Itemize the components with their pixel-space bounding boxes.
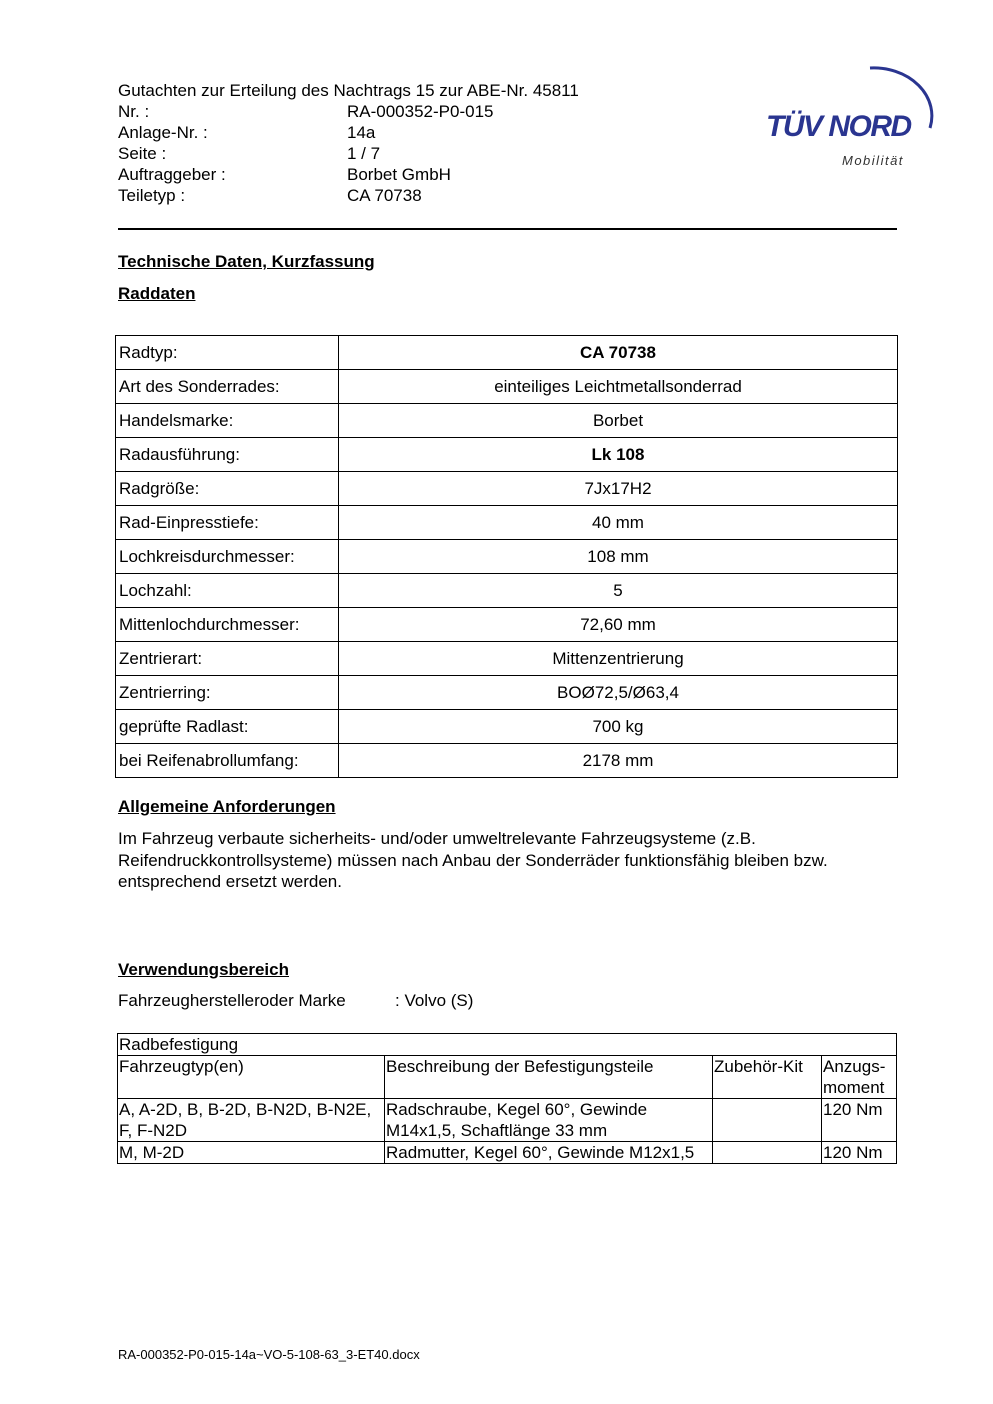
field-value: 1 / 7 bbox=[347, 144, 381, 163]
section-heading-allgemein: Allgemeine Anforderungen bbox=[118, 797, 336, 816]
table-header-row bbox=[118, 1056, 897, 1099]
table-row bbox=[116, 438, 898, 472]
header-field-auftraggeber bbox=[118, 164, 738, 185]
table-cell bbox=[713, 1142, 822, 1164]
row-label: Zentrierring: bbox=[116, 676, 339, 710]
row-label: Lochkreisdurchmesser: bbox=[116, 540, 339, 574]
field-label: Seite : bbox=[118, 144, 167, 163]
footer-filename: RA-000352-P0-015-14a~VO-5-108-63_3-ET40.docx bbox=[118, 1347, 420, 1362]
row-label: Art des Sonderrades: bbox=[116, 370, 339, 404]
row-label: Zentrierart: bbox=[116, 642, 339, 676]
table-title: Radbefestigung bbox=[118, 1034, 897, 1056]
field-value: RA-000352-P0-015 bbox=[347, 102, 494, 121]
row-label: bei Reifenabrollumfang: bbox=[116, 744, 339, 778]
row-label: Radausführung: bbox=[116, 438, 339, 472]
section-heading-verwendung: Verwendungsbereich bbox=[118, 960, 289, 979]
row-label: Lochzahl: bbox=[116, 574, 339, 608]
header-field-anlage bbox=[118, 122, 738, 143]
logo-sub-text: Mobilität bbox=[842, 153, 904, 168]
row-value: 72,60 mm bbox=[339, 608, 898, 642]
verwendung-value: : Volvo (S) bbox=[395, 991, 474, 1010]
table-row bbox=[116, 540, 898, 574]
column-header: Beschreibung der Befestigungsteile bbox=[385, 1056, 713, 1099]
row-value: 700 kg bbox=[339, 710, 898, 744]
row-label: Radgröße: bbox=[116, 472, 339, 506]
table-row bbox=[116, 744, 898, 778]
table-cell: M, M-2D bbox=[118, 1142, 385, 1164]
document-title: Gutachten zur Erteilung des Nachtrags 15 zur ABE-Nr. 45811 bbox=[118, 81, 579, 100]
column-header: Fahrzeugtyp(en) bbox=[118, 1056, 385, 1099]
column-header: Zubehör-Kit bbox=[713, 1056, 822, 1099]
table-row bbox=[116, 608, 898, 642]
row-value: 40 mm bbox=[339, 506, 898, 540]
row-value: Mittenzentrierung bbox=[339, 642, 898, 676]
table-row bbox=[116, 574, 898, 608]
table-cell: A, A-2D, B, B-2D, B-N2D, B-N2E, F, F-N2D bbox=[118, 1099, 385, 1142]
row-value: 7Jx17H2 bbox=[339, 472, 898, 506]
table-cell: Radmutter, Kegel 60°, Gewinde M12x1,5 bbox=[385, 1142, 713, 1164]
header-field-nr bbox=[118, 101, 738, 122]
row-value: einteiliges Leichtmetallsonderrad bbox=[339, 370, 898, 404]
row-value: 2178 mm bbox=[339, 744, 898, 778]
field-value: CA 70738 bbox=[347, 186, 422, 205]
allgemein-paragraph: Im Fahrzeug verbaute sicherheits- und/oder umweltrelevante Fahrzeugsysteme (z.B. Reifendruckkontrollsysteme) müssen nach Anbau der Sonderräder funktionsfähig bleiben bzw. entsprechend ersetzt werden. bbox=[118, 829, 828, 891]
table-row bbox=[116, 472, 898, 506]
field-label: Teiletyp : bbox=[118, 186, 186, 205]
table-cell bbox=[713, 1099, 822, 1142]
table-cell: Radschraube, Kegel 60°, Gewinde M14x1,5, Schaftlänge 33 mm bbox=[385, 1099, 713, 1142]
row-label: geprüfte Radlast: bbox=[116, 710, 339, 744]
header-divider bbox=[118, 228, 897, 230]
verwendung-line bbox=[118, 991, 473, 1011]
row-label: Handelsmarke: bbox=[116, 404, 339, 438]
tuv-nord-logo bbox=[760, 56, 950, 176]
field-label: Anlage-Nr. : bbox=[118, 123, 208, 142]
logo-brand-text: TÜV NORD bbox=[766, 110, 911, 143]
section-heading-raddaten: Raddaten bbox=[118, 284, 196, 303]
row-label: Mittenlochdurchmesser: bbox=[116, 608, 339, 642]
field-label: Nr. : bbox=[118, 102, 150, 121]
radbefestigung-table bbox=[117, 1033, 897, 1164]
row-value: Lk 108 bbox=[339, 438, 898, 472]
raddaten-table bbox=[115, 335, 898, 778]
row-value: BOØ72,5/Ø63,4 bbox=[339, 676, 898, 710]
table-row bbox=[116, 370, 898, 404]
table-row bbox=[116, 642, 898, 676]
table-cell: 120 Nm bbox=[822, 1142, 897, 1164]
row-value: Borbet bbox=[339, 404, 898, 438]
document-header bbox=[118, 80, 738, 206]
table-row bbox=[118, 1099, 897, 1142]
row-label: Radtyp: bbox=[116, 336, 339, 370]
header-field-teiletyp bbox=[118, 185, 738, 206]
table-row bbox=[116, 336, 898, 370]
column-header: Anzugs-moment bbox=[822, 1056, 897, 1099]
table-row bbox=[116, 404, 898, 438]
table-title-row bbox=[118, 1034, 897, 1056]
row-value: CA 70738 bbox=[339, 336, 898, 370]
header-field-seite bbox=[118, 143, 738, 164]
field-value: Borbet GmbH bbox=[347, 165, 451, 184]
field-value: 14a bbox=[347, 123, 376, 142]
verwendung-label: Fahrzeugherstelleroder Marke bbox=[118, 991, 346, 1010]
table-row bbox=[116, 506, 898, 540]
row-label: Rad-Einpresstiefe: bbox=[116, 506, 339, 540]
table-row bbox=[118, 1142, 897, 1164]
row-value: 108 mm bbox=[339, 540, 898, 574]
table-cell: 120 Nm bbox=[822, 1099, 897, 1142]
field-label: Auftraggeber : bbox=[118, 165, 226, 184]
table-row bbox=[116, 676, 898, 710]
row-value: 5 bbox=[339, 574, 898, 608]
section-heading-tech: Technische Daten, Kurzfassung bbox=[118, 252, 375, 271]
table-row bbox=[116, 710, 898, 744]
